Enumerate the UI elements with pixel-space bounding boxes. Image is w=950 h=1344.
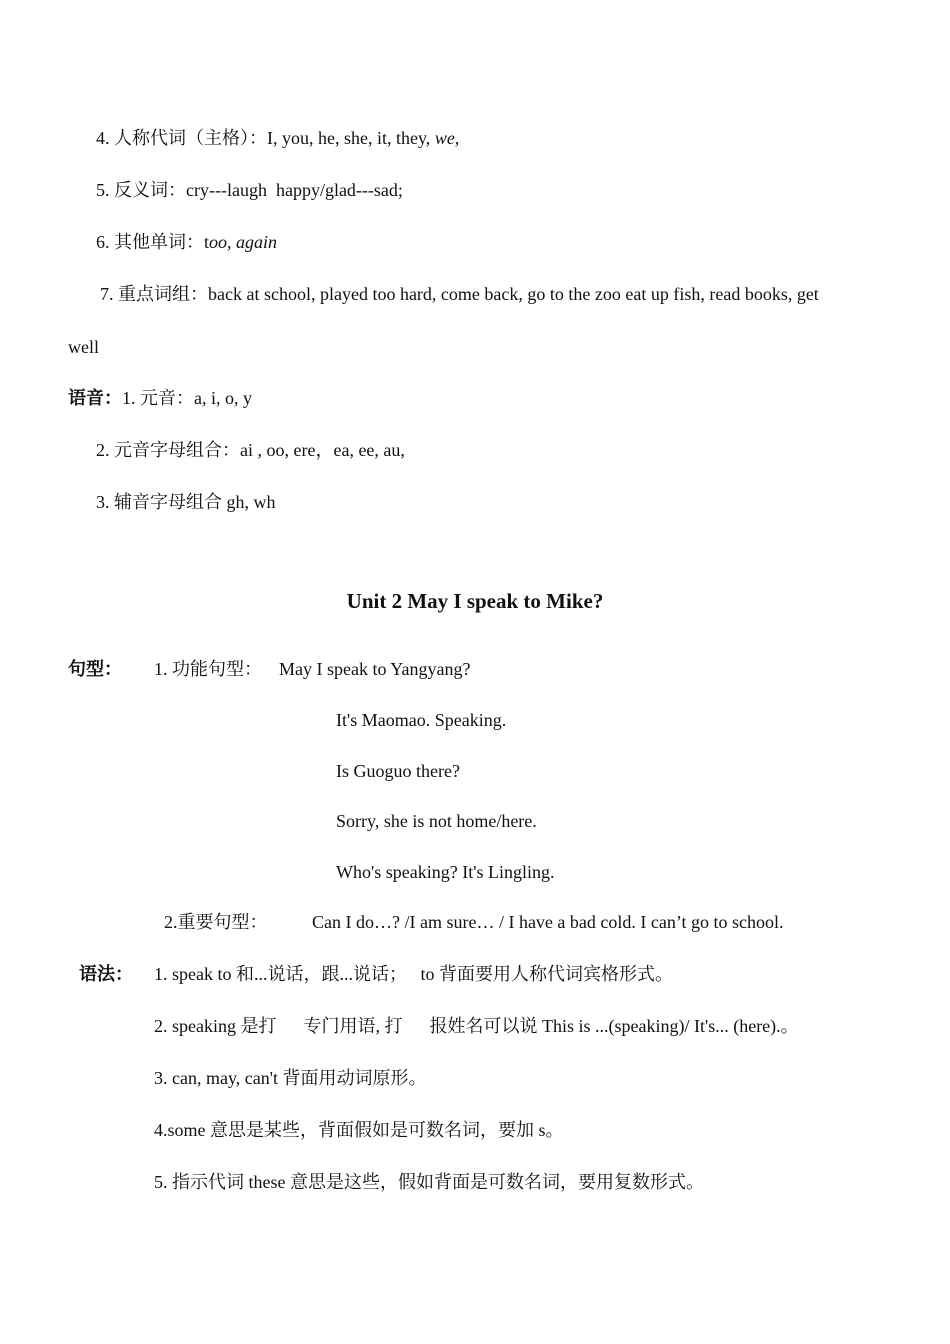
grammar-item-1: 1. speak to 和...说话，跟...说话； to 背面要用人称代词宾格形式。 — [154, 964, 673, 984]
functional-patterns-label: 1. 功能句型： — [154, 659, 262, 679]
functional-pattern-2: It's Maomao. Speaking. — [336, 710, 507, 730]
phonics-vowels: 1. 元音：a, i, o, y — [122, 388, 252, 408]
grammar-label: 语法： — [79, 964, 133, 984]
unit-title: Unit 2 May I speak to Mike? — [346, 589, 604, 613]
grammar-item-5: 5. 指示代词 these 意思是这些，假如背面是可数名词，要用复数形式。 — [154, 1172, 704, 1192]
phonics-consonant-combos: 3. 辅音字母组合 gh, wh — [96, 492, 276, 512]
pronouns-italic-text: we, — [434, 128, 460, 148]
grammar-item-2: 2. speaking 是打 专门用语, 打 报姓名可以说 This is ...(speaking)/ It's... (here).。 — [154, 1016, 799, 1036]
patterns-label: 句型： — [68, 659, 122, 679]
other-words-text: 6. 其他单词：t — [96, 232, 210, 252]
phonics-line-1 — [68, 386, 252, 410]
grammar-item-3: 3. can, may, can't 背面用动词原形。 — [154, 1068, 427, 1088]
functional-pattern-1: May I speak to Yangyang? — [279, 659, 471, 679]
phonics-vowel-combos: 2. 元音字母组合：ai , oo, ere，ea, ee, au, — [96, 440, 405, 460]
phrases-line-2: well — [68, 337, 99, 357]
important-patterns-label: 2.重要句型： — [164, 912, 268, 932]
functional-pattern-4: Sorry, she is not home/here. — [336, 811, 537, 831]
other-words-line — [96, 230, 277, 254]
important-patterns-text: Can I do…? /I am sure… / I have a bad cold. I can’t go to school. — [312, 912, 784, 932]
pronouns-line — [96, 126, 459, 150]
grammar-item-4: 4.some 意思是某些，背面假如是可数名词，要加 s。 — [154, 1120, 564, 1140]
phonics-label: 语音： — [68, 388, 122, 408]
other-words-italic-text: oo, again — [209, 232, 278, 252]
antonyms-line: 5. 反义词：cry---laugh happy/glad---sad; — [96, 180, 403, 200]
pronouns-text: 4. 人称代词（主格）：I, you, he, she, it, they, — [96, 128, 435, 148]
phrases-line-1: 7. 重点词组：back at school, played too hard, come back, go to the zoo eat up fish, read books, get — [100, 284, 819, 304]
functional-pattern-5: Who's speaking? It's Lingling. — [336, 862, 555, 882]
functional-pattern-3: Is Guoguo there? — [336, 761, 460, 781]
